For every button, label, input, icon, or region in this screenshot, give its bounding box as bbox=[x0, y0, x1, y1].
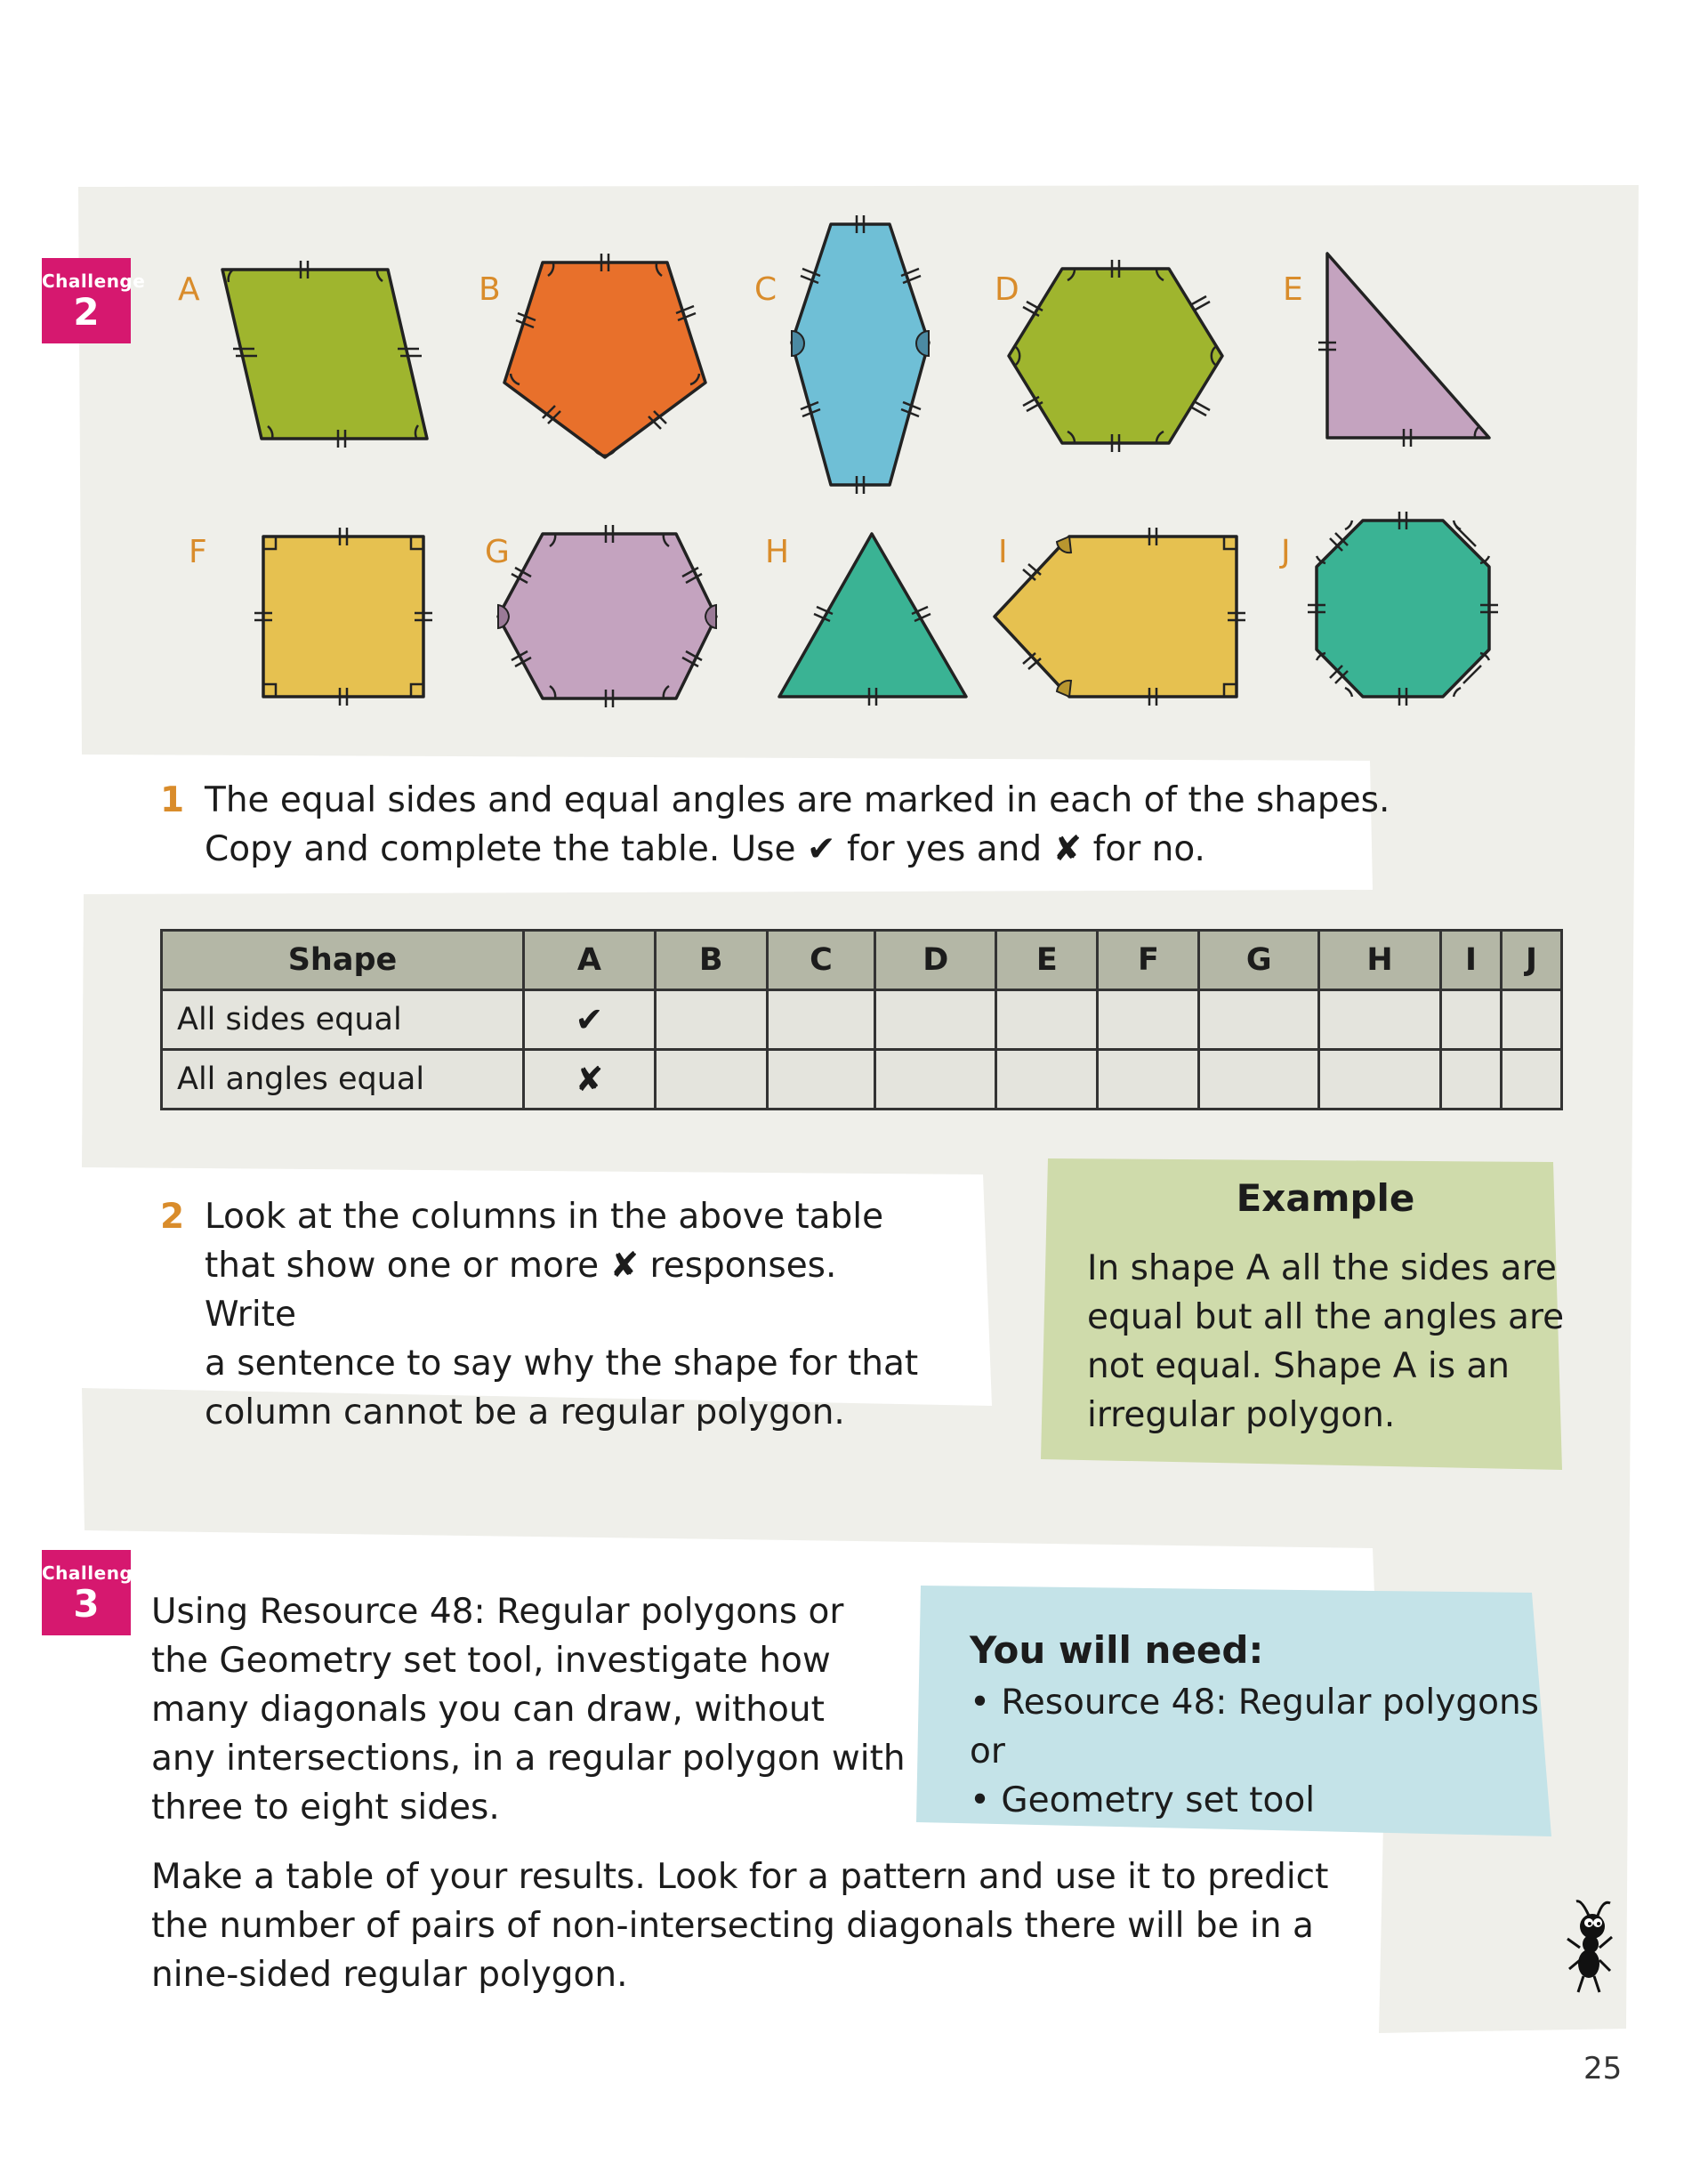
shape-i-pentagon bbox=[995, 537, 1237, 697]
list-item: • Geometry set tool bbox=[970, 1780, 1316, 1820]
example-text bbox=[1087, 1244, 1567, 1440]
instruction-line: Using Resource 48: Regular polygons or bbox=[151, 1592, 844, 1632]
instruction-line: any intersections, in a regular polygon with bbox=[151, 1739, 906, 1779]
table-header-col: J bbox=[1501, 931, 1561, 990]
table-cell bbox=[1501, 1050, 1561, 1110]
table-header-col: D bbox=[875, 931, 996, 990]
question-line: a sentence to say why the shape for that bbox=[205, 1344, 919, 1384]
table-cell bbox=[1319, 1050, 1441, 1110]
shape-label-j: J bbox=[1281, 534, 1291, 570]
challenge-3-instructions bbox=[151, 1587, 934, 1832]
table-cell bbox=[1098, 1050, 1199, 1110]
table-header-shape: Shape bbox=[162, 931, 524, 990]
question-2 bbox=[160, 1192, 934, 1437]
page-number: 25 bbox=[1583, 2051, 1623, 2086]
shape-label-d: D bbox=[995, 271, 1019, 308]
row-label: All angles equal bbox=[162, 1050, 524, 1110]
table-cell bbox=[767, 990, 875, 1050]
table-header-col: I bbox=[1440, 931, 1501, 990]
challenge-3-badge bbox=[42, 1550, 146, 1635]
table-cell bbox=[875, 990, 996, 1050]
instruction-line: many diagonals you can draw, without bbox=[151, 1690, 825, 1730]
you-will-need-list bbox=[970, 1678, 1539, 1825]
table-header-col: H bbox=[1319, 931, 1441, 990]
shape-a-parallelogram bbox=[222, 270, 427, 439]
shape-label-b: B bbox=[479, 271, 501, 308]
question-line: The equal sides and equal angles are marked in each of the shapes. bbox=[205, 780, 1390, 820]
table-header-col: B bbox=[655, 931, 767, 990]
shape-c-hexagon bbox=[792, 224, 929, 485]
table-header-col: A bbox=[524, 931, 656, 990]
table-cell bbox=[875, 1050, 996, 1110]
instruction-line: three to eight sides. bbox=[151, 1788, 500, 1828]
badge-number: 2 bbox=[73, 290, 100, 334]
table-row bbox=[162, 1050, 1562, 1110]
shape-label-a: A bbox=[178, 271, 200, 308]
you-will-need-title: You will need: bbox=[970, 1628, 1264, 1672]
table-cell bbox=[1440, 990, 1501, 1050]
table-cell: ✔ bbox=[524, 990, 656, 1050]
question-number: 2 bbox=[160, 1197, 185, 1237]
table-cell bbox=[1098, 990, 1199, 1050]
shape-j-octagon bbox=[1317, 521, 1489, 697]
table-cell bbox=[655, 990, 767, 1050]
question-1 bbox=[160, 776, 1390, 874]
instruction-line: the number of pairs of non-intersecting diagonals there will be in a bbox=[151, 1906, 1314, 1946]
table-cell: ✘ bbox=[524, 1050, 656, 1110]
example-line: not equal. Shape A is an bbox=[1087, 1346, 1511, 1386]
table-cell bbox=[1501, 990, 1561, 1050]
shape-e-triangle bbox=[1327, 254, 1489, 438]
row-label: All sides equal bbox=[162, 990, 524, 1050]
shape-label-f: F bbox=[189, 534, 207, 570]
shape-label-e: E bbox=[1283, 271, 1303, 308]
table-header-col: G bbox=[1199, 931, 1319, 990]
shape-label-c: C bbox=[754, 271, 777, 308]
table-header-col: C bbox=[767, 931, 875, 990]
shape-label-h: H bbox=[765, 534, 790, 570]
example-title: Example bbox=[1236, 1176, 1415, 1220]
question-number: 1 bbox=[160, 780, 185, 820]
challenge-3-followup bbox=[151, 1852, 1379, 1999]
table-cell bbox=[996, 1050, 1098, 1110]
badge-number: 3 bbox=[73, 1582, 100, 1626]
table-header-col: E bbox=[996, 931, 1098, 990]
table-cell bbox=[1199, 1050, 1319, 1110]
table-cell bbox=[996, 990, 1098, 1050]
shape-g-hexagon bbox=[498, 534, 716, 698]
shape-b-pentagon bbox=[504, 262, 705, 457]
list-item: or bbox=[970, 1731, 1005, 1772]
shape-properties-table bbox=[160, 929, 1563, 1110]
table-cell bbox=[767, 1050, 875, 1110]
badge-label: Challenge bbox=[42, 270, 146, 292]
shape-f-square bbox=[263, 537, 423, 697]
instruction-line: Make a table of your results. Look for a pattern and use it to predict bbox=[151, 1857, 1329, 1897]
example-line: In shape A all the sides are bbox=[1087, 1248, 1557, 1288]
instruction-line: nine-sided regular polygon. bbox=[151, 1955, 628, 1995]
table-cell bbox=[1319, 990, 1441, 1050]
example-line: irregular polygon. bbox=[1087, 1395, 1396, 1435]
table-row bbox=[162, 990, 1562, 1050]
table-header-row bbox=[162, 931, 1562, 990]
shape-h-triangle bbox=[779, 534, 966, 697]
instruction-line: the Geometry set tool, investigate how bbox=[151, 1641, 831, 1681]
shape-label-i: I bbox=[998, 534, 1008, 570]
table-header-col: F bbox=[1098, 931, 1199, 990]
shapes-figure bbox=[0, 0, 1708, 730]
badge-label: Challenge bbox=[42, 1562, 146, 1584]
shape-d-hexagon bbox=[1009, 269, 1222, 443]
table-cell bbox=[1440, 1050, 1501, 1110]
example-line: equal but all the angles are bbox=[1087, 1297, 1565, 1337]
list-item: • Resource 48: Regular polygons bbox=[970, 1683, 1539, 1723]
question-line: that show one or more ✘ responses. Write bbox=[205, 1246, 837, 1335]
question-line: column cannot be a regular polygon. bbox=[205, 1392, 845, 1433]
shape-label-g: G bbox=[485, 534, 510, 570]
question-line: Look at the columns in the above table bbox=[205, 1197, 884, 1237]
table-cell bbox=[655, 1050, 767, 1110]
question-line: Copy and complete the table. Use ✔ for yes and ✘ for no. bbox=[205, 829, 1205, 869]
table-cell bbox=[1199, 990, 1319, 1050]
